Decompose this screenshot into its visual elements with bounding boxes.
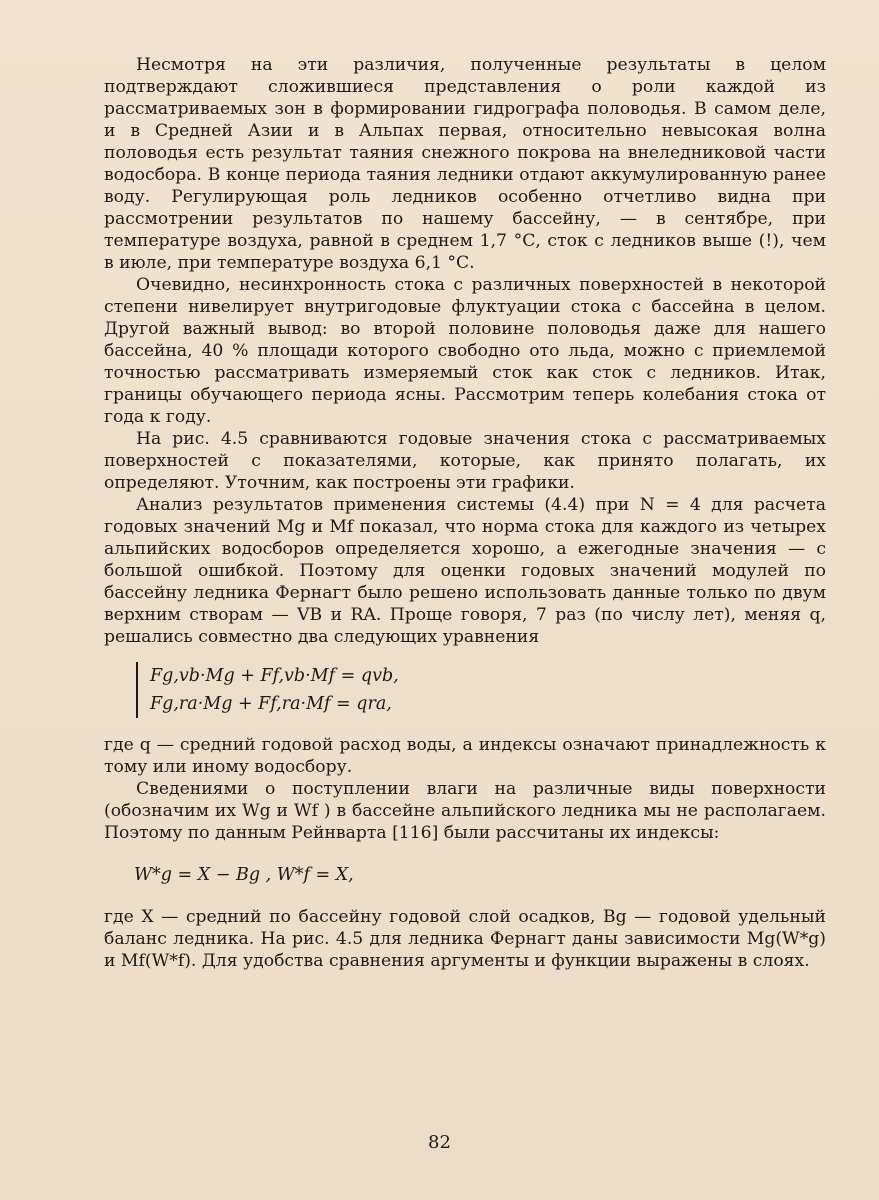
page-number: 82 [428, 1132, 451, 1153]
equation-system [136, 662, 450, 718]
paragraph-6: Сведениями о поступлении влаги на различные виды поверхности (обозначим их Wg и Wf ) в бассейне альпийского ледника мы не располагаем. Поэтому по данным Рейнварта [116] были рассчитаны их индексы: [104, 779, 826, 843]
paragraph-1: Несмотря на эти различия, полученные результаты в целом подтверждают сложившиеся представления о роли каждой из рассматриваемых зон в формировании гидрографа половодья. В самом деле, и в Средней Азии и в Альпах первая, относительно невысокая волна половодья есть результат таяния снежного покрова на внеледниковой части водосбора. В конце периода таяния ледники отдают аккумулированную ранее воду. Регулирующая роль ледников особенно отчетливо видна при рассмотрении результатов по нашему бассейну, — в сентябре, при температуре воздуха, равной в среднем 1,7 °С, сток с ледников выше (!), чем в июле, при температуре воздуха 6,1 °С. [104, 55, 826, 273]
paragraph-2: Очевидно, несинхронность стока с различных поверхностей в некоторой степени нивелирует внутригодовые флуктуации стока с бассейна в целом. Другой важный вывод: во второй половине половодья даже для нашего бассейна, 40 % площади которого свободно ото льда, можно с приемлемой точностью рассматривать измеряемый сток как сток с ледников. Итак, границы обучающего периода ясны. Рассмотрим теперь колебания стока от года к году. [104, 275, 826, 427]
equation-line-1: Fg,vb·Mg + Ff,vb·Mf = qvb, [150, 666, 399, 686]
equation-indices: W*g = X − Bg , W*f = X, [134, 865, 354, 885]
equation-line-2: Fg,ra·Mg + Ff,ra·Mf = qra, [150, 694, 392, 714]
body-text [104, 54, 826, 972]
paragraph-4: Анализ результатов применения системы (4.4) при N = 4 для расчета годовых значений Mg и Mf показал, что норма стока для каждого из четырех альпийских водосборов определяется хорошо, а ежегодные значения — с большой ошибкой. Поэтому для оценки годовых значений модулей по бассейну ледника Фернагт было решено использовать данные только по двум верхним створам — VB и RA. Проще говоря, 7 раз (по числу лет), меняя q, решались совместно два следующих уравнения [104, 495, 826, 647]
paragraph-7: где X — средний по бассейну годовой слой осадков, Bg — годовой удельный баланс ледника. На рис. 4.5 для ледника Фернагт даны зависимости Mg(W*g) и Mf(W*f). Для удобства сравнения аргументы и функции выражены в слоях. [104, 907, 826, 971]
paragraph-3: На рис. 4.5 сравниваются годовые значения стока с рассматриваемых поверхностей с показателями, которые, как принято полагать, их определяют. Уточним, как построены эти графики. [104, 429, 826, 493]
paragraph-5: где q — средний годовой расход воды, а индексы означают принадлежность к тому или иному водосбору. [104, 735, 826, 777]
